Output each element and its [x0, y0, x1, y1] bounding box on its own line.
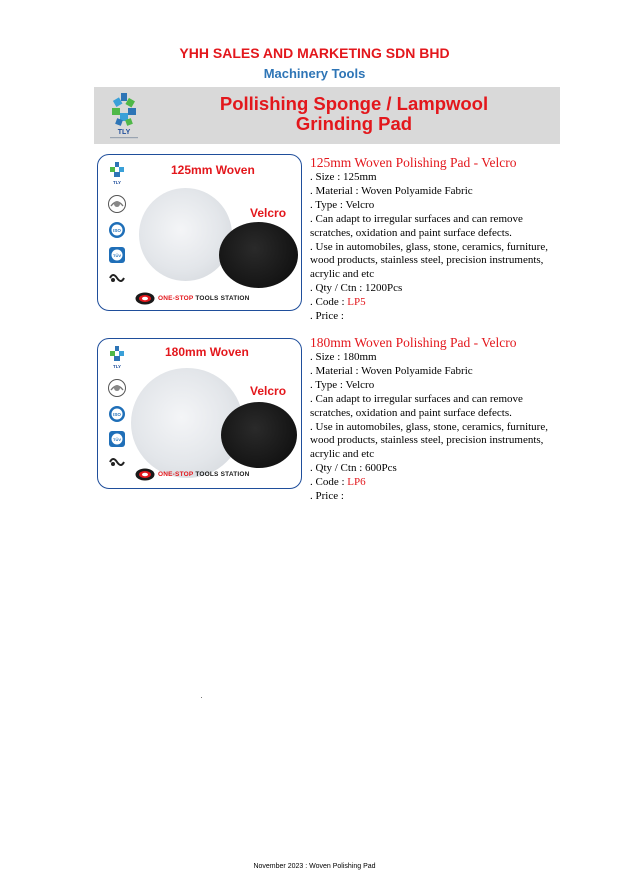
woven-pad-image — [139, 188, 232, 281]
page-title-line1: Pollishing Sponge / Lampwool — [219, 93, 489, 114]
quality-seal-icon — [104, 378, 130, 398]
brand-mark-icon — [104, 271, 130, 285]
product-use: . Use in automobiles, glass, stone, ceramics, furniture, wood products, stainless steel, precision instruments, acrylic and etc — [310, 240, 548, 281]
station-badge-icon — [135, 292, 155, 305]
velcro-backing-image — [219, 222, 298, 288]
iso-badge-icon — [104, 405, 130, 423]
product-title: 180mm Woven Polishing Pad - Velcro — [310, 335, 517, 350]
page-title-line2: Grinding Pad — [295, 113, 413, 134]
product-size: . Size : 180mm — [310, 351, 377, 363]
tuv-badge-icon — [104, 246, 130, 264]
product-code-line — [310, 476, 560, 490]
svg-text:ISO: ISO — [113, 228, 121, 233]
certification-column — [104, 161, 130, 292]
product-image-card-125 — [97, 154, 302, 311]
velcro-label: Velcro — [250, 384, 287, 398]
svg-text:TÜV: TÜV — [113, 253, 121, 258]
svg-text:ISO: ISO — [113, 412, 121, 417]
product-adapt: . Can adapt to irregular surfaces and can remove scratches, oxidation and paint surface defects. — [310, 392, 523, 419]
brand-mark-icon — [104, 455, 130, 469]
banner-logo-text: TLY — [117, 129, 131, 136]
tly-logo-icon — [104, 345, 130, 371]
product-code: LP6 — [347, 476, 366, 489]
station-suffix: TOOLS STATION — [193, 471, 250, 478]
stray-dot — [201, 697, 202, 698]
station-suffix: TOOLS STATION — [193, 295, 250, 302]
station-logo — [135, 292, 250, 305]
product-code-label: . Code : — [310, 476, 348, 489]
tly-logo-icon — [104, 161, 130, 187]
product-use: . Use in automobiles, glass, stone, ceramics, furniture, wood products, stainless steel, precision instruments, acrylic and etc — [310, 420, 548, 461]
station-prefix: ONE-STOP — [158, 295, 194, 302]
product-description-180 — [310, 335, 560, 504]
station-logo — [135, 468, 250, 481]
title-banner — [94, 87, 560, 144]
product-type: . Type : Velcro — [310, 378, 375, 391]
certification-column — [104, 345, 130, 476]
tly-logo-icon — [102, 90, 146, 142]
product-qty: . Qty / Ctn : 1200Pcs — [310, 282, 403, 295]
svg-text:TÜV: TÜV — [113, 437, 121, 442]
product-image-card-180 — [97, 338, 302, 489]
product-description-125 — [310, 155, 560, 324]
product-adapt: . Can adapt to irregular surfaces and can remove scratches, oxidation and paint surface defects. — [310, 212, 523, 239]
product-size: . Size : 125mm — [310, 171, 377, 183]
pad-size-label: 180mm Woven — [165, 345, 249, 359]
product-qty: . Qty / Ctn : 600Pcs — [310, 462, 397, 475]
iso-badge-icon — [104, 221, 130, 239]
velcro-label: Velcro — [250, 206, 287, 220]
velcro-backing-image — [221, 402, 297, 468]
pad-size-label: 125mm Woven — [171, 163, 255, 177]
tuv-badge-icon — [104, 430, 130, 448]
product-material: . Material : Woven Polyamide Fabric — [310, 364, 473, 377]
page-title — [154, 94, 554, 134]
product-price: . Price : — [310, 310, 344, 323]
product-title: 125mm Woven Polishing Pad - Velcro — [310, 155, 517, 170]
product-code: LP5 — [347, 296, 366, 309]
quality-seal-icon — [104, 194, 130, 214]
product-material: . Material : Woven Polyamide Fabric — [310, 184, 473, 197]
station-badge-icon — [135, 468, 155, 481]
company-name: YHH SALES AND MARKETING SDN BHD — [179, 45, 450, 61]
product-code-label: . Code : — [310, 296, 348, 309]
card-logo-text: TLY — [112, 180, 122, 185]
division-name: Machinery Tools — [263, 66, 366, 81]
product-price: . Price : — [310, 490, 344, 503]
product-code-line — [310, 296, 560, 310]
page-footer: November 2023 : Woven Polishing Pad — [253, 863, 376, 870]
product-type: . Type : Velcro — [310, 198, 375, 211]
card-logo-text: TLY — [112, 364, 122, 369]
station-prefix: ONE-STOP — [158, 471, 194, 478]
